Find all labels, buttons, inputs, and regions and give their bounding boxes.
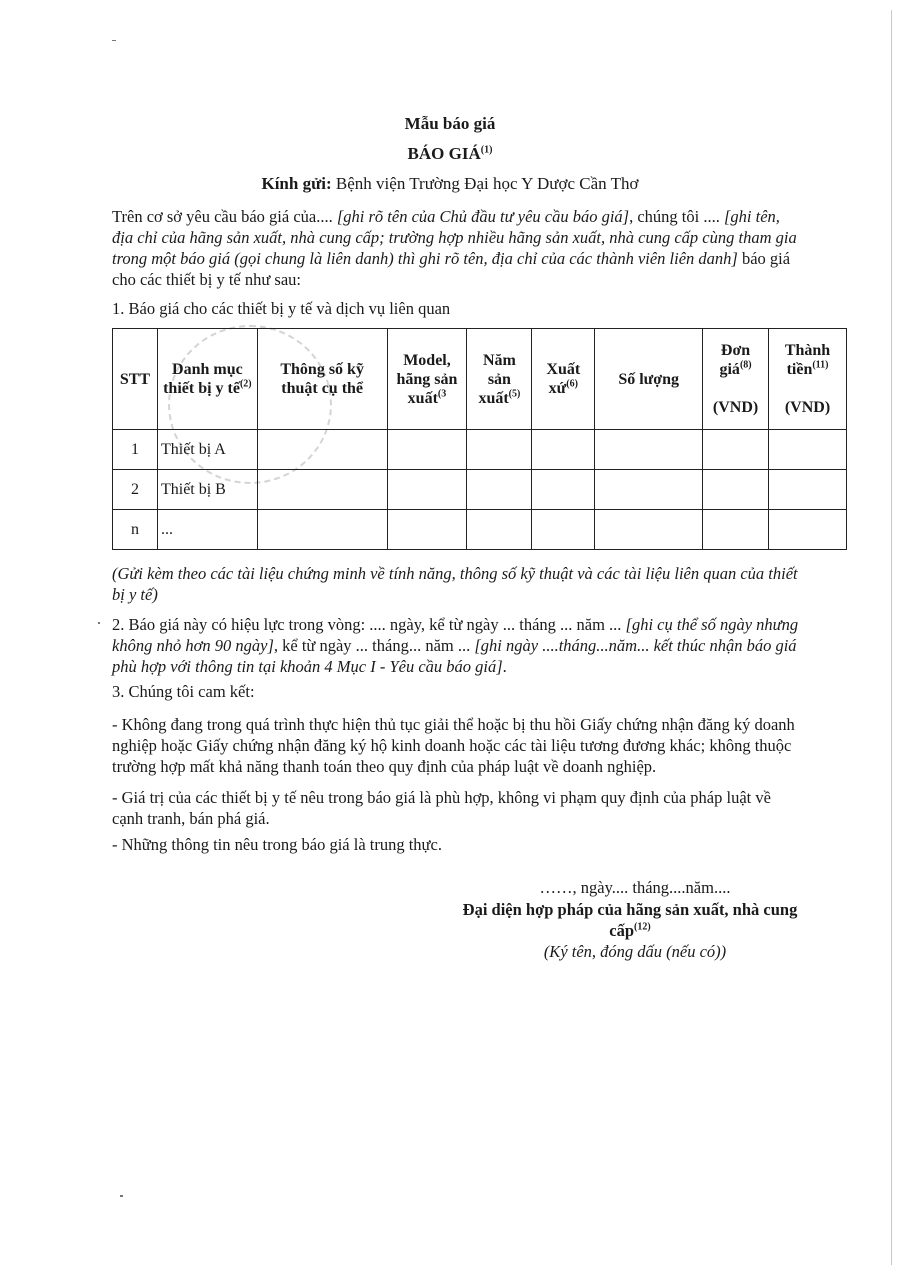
document-title: BÁO GIÁ$^{(1)}$ <box>407 144 493 163</box>
row-stt: 1 <box>113 430 158 470</box>
commitment-2: - Giá trị của các thiết bị y tế nêu trong báo giá là phù hợp, không vi phạm quy định của pháp luật về cạnh tranh, bán phá giá. <box>112 788 771 828</box>
commitment-3: - Những thông tin nêu trong báo giá là trung thực. <box>112 835 442 854</box>
row-device-name: Thiết bị A <box>157 430 257 470</box>
col-header-origin: Xuất xứ$^{(6)}$ <box>532 329 595 430</box>
row-stt: n <box>113 510 158 550</box>
col-header-stt: STT <box>113 329 158 430</box>
section-3-heading: 3. Chúng tôi cam kết: <box>112 682 255 701</box>
section-1-heading: 1. Báo giá cho các thiết bị y tế và dịch vụ liên quan <box>112 299 451 318</box>
table-header-row <box>113 329 847 430</box>
row-stt: 2 <box>113 470 158 510</box>
col-header-model: Model, hãng sản xuất$^{(3}$ <box>387 329 467 430</box>
signature-representative: Đại diện hợp pháp của hãng sản xuất, nhà cung cấp$^{(12)}$ <box>462 900 798 940</box>
signature-instruction: (Ký tên, đóng dấu (nếu có)) <box>543 942 727 961</box>
col-header-quantity: Số lượng <box>595 329 703 430</box>
col-header-unit-price: Đơn giá$^{(8)}$ (VND) <box>703 329 769 430</box>
table-row <box>113 510 847 550</box>
row-device-name: Thiết bị B <box>157 470 257 510</box>
recipient-line: Kính gửi: Bệnh viện Trường Đại học Y Dược Cần Thơ <box>261 174 639 193</box>
col-header-year: Năm sản xuất$^{(5)}$ <box>467 329 532 430</box>
col-header-specs: Thông số kỹ thuật cụ thể <box>257 329 387 430</box>
intro-paragraph: Trên cơ sở yêu cầu báo giá của.... [ghi rõ tên của Chủ đầu tư yêu cầu báo giá], chúng tôi .... [ghi tên, địa chỉ của hãng sản xuất, nhà cung cấp; trường hợp nhiều hãng sản xuất, nhà cung cấp cùng tham gia trong một báo giá (gọi chung là liên danh) thì ghi rõ tên, địa chỉ của các thành viên liên danh] báo giá cho các thiết bị y tế như sau: <box>112 207 797 289</box>
table-row <box>113 470 847 510</box>
col-header-total: Thành tiền$^{(11)}$ (VND) <box>769 329 847 430</box>
row-device-name: ... <box>157 510 257 550</box>
scan-speck <box>120 1195 123 1197</box>
commitment-1: - Không đang trong quá trình thực hiện thủ tục giải thể hoặc bị thu hồi Giấy chứng nhận đăng ký doanh nghiệp hoặc Giấy chứng nhận đăng ký hộ kinh doanh hoặc các tài liệu tương đương khác; không thuộc trường hợp mất khả năng thanh toán theo quy định của pháp luật về doanh nghiệp. <box>112 715 795 776</box>
table-row <box>113 430 847 470</box>
attachment-note: (Gửi kèm theo các tài liệu chứng minh về tính năng, thông số kỹ thuật và các tài liệu liên quan của thiết bị y tế) <box>112 564 798 604</box>
scan-speck <box>112 40 116 41</box>
col-header-device: Danh mục thiết bị y tế$^{(2)}$ <box>157 329 257 430</box>
scan-speck <box>98 622 100 624</box>
scan-edge-line <box>891 10 892 1265</box>
signature-date: ……, ngày.... tháng....năm.... <box>539 878 731 897</box>
form-name: Mẫu báo giá <box>404 114 496 133</box>
section-2-validity: 2. Báo giá này có hiệu lực trong vòng: .... ngày, kể từ ngày ... tháng ... năm ... [ghi cụ thể số ngày nhưng không nhỏ hơn 90 ngày], kể từ ngày ... tháng... năm ... [ghi ngày ....tháng...năm... kết thúc nhận báo giá phù hợp với thông tin tại khoản 4 Mục I - Yêu cầu báo giá]. <box>112 615 799 676</box>
quote-table <box>112 328 847 550</box>
